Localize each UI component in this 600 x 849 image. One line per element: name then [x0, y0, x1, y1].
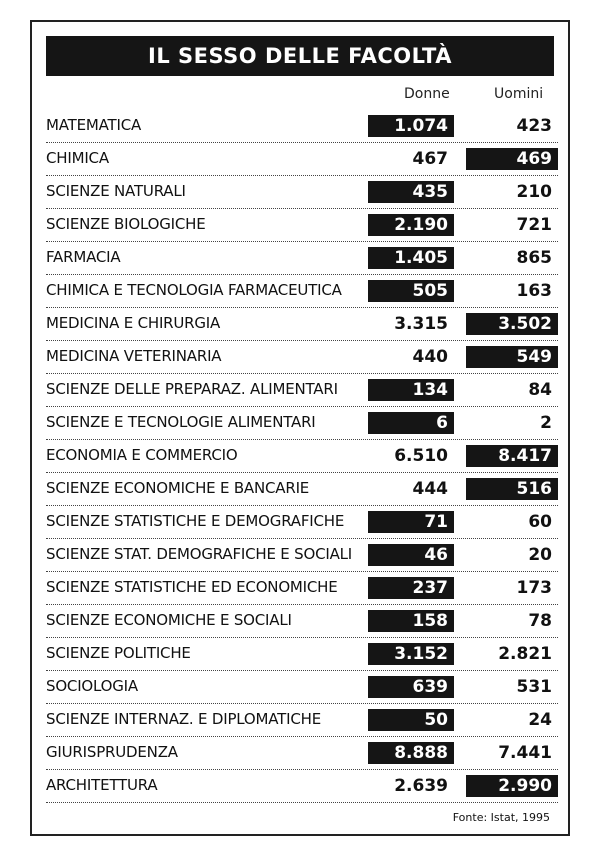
table-row: [46, 704, 558, 737]
faculty-label: SCIENZE INTERNAZ. E DIPLOMATICHE: [46, 710, 321, 728]
uomini-value: 7.441: [498, 743, 552, 763]
faculty-label: SCIENZE ECONOMICHE E BANCARIE: [46, 479, 310, 497]
column-header-donne: Donne: [404, 86, 450, 102]
donne-value: 158: [368, 610, 454, 632]
uomini-value: 516: [466, 478, 558, 500]
faculty-label: SCIENZE NATURALI: [46, 182, 186, 200]
faculty-label: SCIENZE POLITICHE: [46, 644, 191, 662]
donne-value: 1.074: [368, 115, 454, 137]
table-row: [46, 110, 558, 143]
table-row: [46, 407, 558, 440]
donne-value: 50: [368, 709, 454, 731]
faculty-label: FARMACIA: [46, 248, 121, 266]
column-header-uomini: Uomini: [494, 86, 544, 102]
donne-value: 6: [368, 412, 454, 434]
faculty-label: MATEMATICA: [46, 116, 142, 134]
table-row: [46, 374, 558, 407]
donne-value: 444: [412, 479, 448, 499]
donne-value: 237: [368, 577, 454, 599]
uomini-value: 210: [516, 182, 552, 202]
table-row: [46, 341, 558, 374]
uomini-value: 721: [516, 215, 552, 235]
uomini-value: 163: [516, 281, 552, 301]
table-row: [46, 737, 558, 770]
source-note: Fonte: Istat, 1995: [452, 811, 550, 824]
table-row: [46, 506, 558, 539]
uomini-value: 469: [466, 148, 558, 170]
faculty-label: SCIENZE DELLE PREPARAZ. ALIMENTARI: [46, 380, 338, 398]
faculty-label: SCIENZE STATISTICHE E DEMOGRAFICHE: [46, 512, 345, 530]
donne-value: 3.315: [394, 314, 448, 334]
donne-value: 440: [412, 347, 448, 367]
table-frame: [30, 20, 570, 836]
table-row: [46, 638, 558, 671]
table-row: [46, 770, 558, 803]
table-row: [46, 671, 558, 704]
faculty-label: SCIENZE STAT. DEMOGRAFICHE E SOCIALI: [46, 545, 353, 563]
table-row: [46, 209, 558, 242]
faculty-label: CHIMICA E TECNOLOGIA FARMACEUTICA: [46, 281, 342, 299]
donne-value: 505: [368, 280, 454, 302]
faculty-label: CHIMICA: [46, 149, 109, 167]
faculty-label: SCIENZE ECONOMICHE E SOCIALI: [46, 611, 292, 629]
table-row: [46, 605, 558, 638]
table-row: [46, 440, 558, 473]
faculty-label: SCIENZE STATISTICHE ED ECONOMICHE: [46, 578, 338, 596]
uomini-value: 531: [516, 677, 552, 697]
faculty-label: SOCIOLOGIA: [46, 677, 138, 695]
table-body: [46, 110, 558, 803]
table-row: [46, 539, 558, 572]
donne-value: 8.888: [368, 742, 454, 764]
donne-value: 6.510: [394, 446, 448, 466]
faculty-label: ARCHITETTURA: [46, 776, 158, 794]
table-row: [46, 143, 558, 176]
faculty-label: GIURISPRUDENZA: [46, 743, 178, 761]
table-row: [46, 275, 558, 308]
uomini-value: 60: [528, 512, 552, 532]
uomini-value: 865: [516, 248, 552, 268]
donne-value: 467: [412, 149, 448, 169]
donne-value: 1.405: [368, 247, 454, 269]
faculty-label: SCIENZE E TECNOLOGIE ALIMENTARI: [46, 413, 316, 431]
faculty-label: MEDICINA E CHIRURGIA: [46, 314, 221, 332]
donne-value: 639: [368, 676, 454, 698]
donne-value: 71: [368, 511, 454, 533]
table-row: [46, 308, 558, 341]
uomini-value: 2.821: [498, 644, 552, 664]
uomini-value: 2.990: [466, 775, 558, 797]
uomini-value: 8.417: [466, 445, 558, 467]
table-title: IL SESSO DELLE FACOLTÀ: [46, 36, 554, 76]
uomini-value: 173: [516, 578, 552, 598]
uomini-value: 423: [516, 116, 552, 136]
table-row: [46, 473, 558, 506]
table-row: [46, 176, 558, 209]
uomini-value: 20: [528, 545, 552, 565]
faculty-label: SCIENZE BIOLOGICHE: [46, 215, 206, 233]
donne-value: 435: [368, 181, 454, 203]
donne-value: 134: [368, 379, 454, 401]
donne-value: 2.190: [368, 214, 454, 236]
table-row: [46, 242, 558, 275]
faculty-label: ECONOMIA E COMMERCIO: [46, 446, 238, 464]
table-row: [46, 572, 558, 605]
faculty-label: MEDICINA VETERINARIA: [46, 347, 222, 365]
donne-value: 46: [368, 544, 454, 566]
uomini-value: 84: [528, 380, 552, 400]
uomini-value: 3.502: [466, 313, 558, 335]
uomini-value: 549: [466, 346, 558, 368]
uomini-value: 24: [528, 710, 552, 730]
donne-value: 2.639: [394, 776, 448, 796]
uomini-value: 78: [528, 611, 552, 631]
uomini-value: 2: [540, 413, 552, 433]
donne-value: 3.152: [368, 643, 454, 665]
